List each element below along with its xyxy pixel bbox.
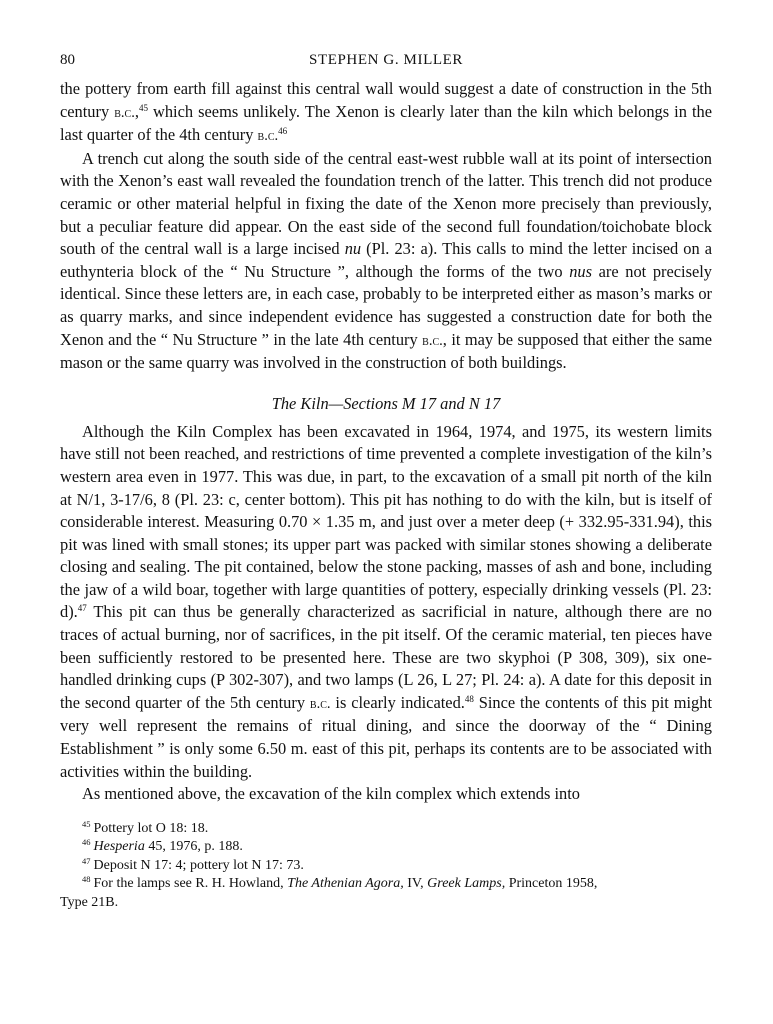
footnote-ref-46[interactable]: 46 bbox=[278, 126, 288, 137]
paragraph-3: Although the Kiln Complex has been excavated in 1964, 1974, and 1975, its western limits have still not been reached, and restrictions of time prevented a complete investigation of the kiln’s western area even in 1977. This was due, in part, to the excavation of a small pit north of the kiln at N/1, 3-17/6, 8 (Pl. 23: c, center bottom). This pit has nothing to do with the kiln, but is itself of considerable interest. Measuring 0.70 × 1.35 m, and just over a meter deep (+ 332.95-331.94), this pit was lined with small stones; its upper part was packed with similar stones showing a deliberate closing and sealing. The pit contained, below the stone packing, masses of ash and bone, including the jaw of a wild boar, together with large quantities of pottery, especially drinking vessels (Pl. 23: d).$^{47}$ This pit can thus be generally characterized as sacrificial in nature, although there are no traces of actual burning, nor of sacrifices, in the pit itself. Of the ceramic material, ten pieces have been sufficiently restored to be presented here. These are two skyphoi (P 308, 309), six one-handled drinking cups (P 302-307), and two lamps (L 26, L 27; Pl. 24: a). A date for this deposit in the second quarter of the 5th century b.c. is clearly indicated.$^{48}$ Since the contents of this pit might very well represent the remains of ritual dining, and since the doorway of the “ Dining Establishment ” is only some 6.50 m. east of this pit, perhaps its contents are to be associated with activities within the building. bbox=[60, 421, 712, 781]
footnote-ref-45[interactable]: 45 bbox=[138, 102, 148, 113]
paragraph-2: A trench cut along the south side of the central east-west rubble wall at its point of intersection with the Xenon’s east wall revealed the foundation trench of the latter. This trench did not produce ceramic or other material helpful in fixing the date of the Xenon more precisely than previously, but a peculiar feature did appear. On the east side of the second full foundation/toichobate block south of the central wall is a large incised nu (Pl. 23: a). This calls to mind the letter incised on a euthynteria block of the “ Nu Structure ”, although the forms of the two nus are not precisely identical. Since these letters are, in each case, probably to be interpreted either as mason’s marks or as quarry marks, and since independent evidence has suggested a construction date for both the Xenon and the “ Nu Structure ” in the late 4th century b.c., it may be supposed that either the same mason or the same quarry was involved in the construction of both buildings. bbox=[60, 148, 712, 373]
footnote-46: $^{46}$ Hesperia 45, 1976, p. 188. bbox=[82, 837, 243, 855]
page-header bbox=[60, 52, 712, 78]
running-head: STEPHEN G. MILLER bbox=[309, 52, 463, 68]
page-number: 80 bbox=[60, 52, 75, 68]
paragraph-4: As mentioned above, the excavation of the kiln complex which extends into bbox=[82, 784, 580, 804]
page bbox=[60, 52, 712, 912]
footnote-ref-48[interactable]: 48 bbox=[464, 693, 474, 704]
footnote-ref-47[interactable]: 47 bbox=[77, 603, 87, 614]
body-text bbox=[60, 78, 712, 806]
footnotes bbox=[60, 820, 712, 913]
paragraph-1: the pottery from earth fill against this central wall would suggest a date of construction in the 5th century b.c.,$^{45}$ which seems unlikely. The Xenon is clearly later than the kiln which belongs in the last quarter of the 4th century b.c.$^{46}$ bbox=[60, 79, 713, 145]
section-heading: The Kiln—Sections M 17 and N 17 bbox=[271, 393, 501, 413]
footnote-45: $^{45}$ Pottery lot O 18: 18. bbox=[82, 818, 209, 836]
footnote-47: $^{47}$ Deposit N 17: 4; pottery lot N 17: 73. bbox=[82, 855, 304, 873]
footnote-48: $^{48}$ For the lamps see R. H. Howland, The Athenian Agora, IV, Greek Lamps, Princeton 1958, Type 21B. bbox=[60, 874, 598, 910]
